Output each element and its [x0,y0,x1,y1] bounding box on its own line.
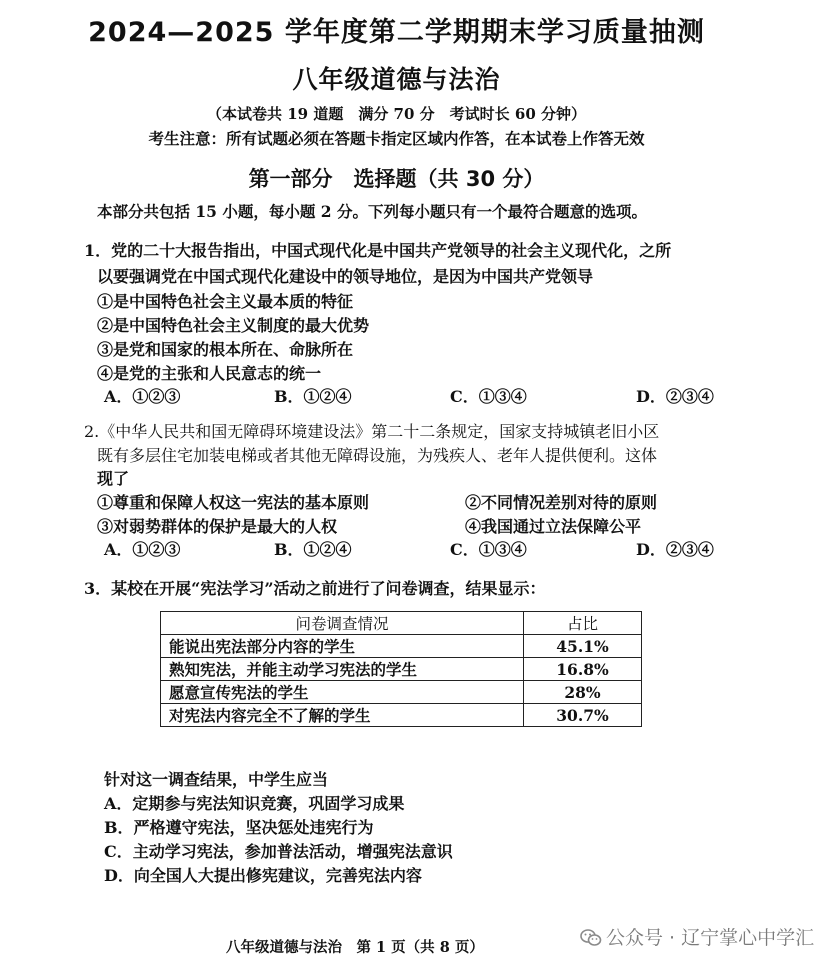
survey-table [160,611,642,727]
q1-option-a: A．①②③ [104,387,181,406]
table-header-cell: 占比 [524,612,642,635]
table-header-cell: 问卷调查情况 [161,612,524,635]
candidate-notice: 考生注意：所有试题必须在答题卡指定区域内作答，在本试卷上作答无效 [148,129,645,148]
q1-statement-3: ③是党和国家的根本所在、命脉所在 [97,340,354,359]
table-row [161,635,642,658]
table-row [161,704,642,727]
q1-stem-line-1: 1．党的二十大报告指出，中国式现代化是中国共产党领导的社会主义现代化，之所 [84,241,672,260]
table-cell: 30.7% [524,704,642,727]
table-row [161,658,642,681]
q1-option-d: D．②③④ [636,387,714,406]
table-cell: 能说出宪法部分内容的学生 [161,635,524,658]
q2-option-d: D．②③④ [636,540,714,559]
q2-statement-3: ③对弱势群体的保护是最大的人权 [97,517,338,536]
q2-stem-line-2: 既有多层住宅加装电梯或者其他无障碍设施，为残疾人、老年人提供便利。这体 [97,446,658,465]
table-cell: 熟知宪法，并能主动学习宪法的学生 [161,658,524,681]
q2-statement-4: ④我国通过立法保障公平 [465,517,642,536]
wechat-icon [580,929,602,947]
q2-statement-1: ①尊重和保障人权这一宪法的基本原则 [97,493,370,512]
q1-statement-4: ④是党的主张和人民意志的统一 [97,364,322,383]
q1-option-c: C．①③④ [450,387,527,406]
page-footer: 八年级道德与法治 第 1 页（共 8 页） [226,939,484,956]
q3-option-a: A．定期参与宪法知识竞赛，巩固学习成果 [104,794,405,813]
table-cell: 28% [524,681,642,704]
q3-option-b: B．严格遵守宪法，坚决惩处违宪行为 [104,818,374,837]
q2-stem-line-1: 2.《中华人民共和国无障碍环境建设法》第二十二条规定，国家支持城镇老旧小区 [84,422,660,441]
section-intro: 本部分共包括 15 小题，每小题 2 分。下列每小题只有一个最符合题意的选项。 [97,202,647,221]
table-cell: 45.1% [524,635,642,658]
table-row [161,681,642,704]
q3-option-c: C．主动学习宪法，参加普法活动，增强宪法意识 [104,842,453,861]
q2-option-c: C．①③④ [450,540,527,559]
watermark-text: 公众号 · 辽宁掌心中学汇 [606,927,814,949]
q2-option-b: B．①②④ [274,540,352,559]
section-heading: 第一部分 选择题（共 30 分） [248,167,545,191]
table-cell: 16.8% [524,658,642,681]
q1-statement-1: ①是中国特色社会主义最本质的特征 [97,292,354,311]
q3-stem-line-1: 3．某校在开展“宪法学习”活动之前进行了问卷调查，结果显示： [84,579,546,598]
table-cell: 愿意宣传宪法的学生 [161,681,524,704]
q3-stem-line-2: 针对这一调查结果，中学生应当 [104,770,329,789]
q1-statement-2: ②是中国特色社会主义制度的最大优势 [97,316,370,335]
q3-option-d: D．向全国人大提出修宪建议，完善宪法内容 [104,866,422,885]
q2-statement-2: ②不同情况差别对待的原则 [465,493,658,512]
q2-stem-line-3: 现了 [97,469,130,488]
subject-title: 八年级道德与法治 [292,65,501,94]
exam-title: 2024—2025 学年度第二学期期末学习质量抽测 [88,17,705,48]
exam-info: （本试卷共 19 道题 满分 70 分 考试时长 60 分钟） [207,105,586,123]
watermark [580,923,814,950]
table-cell: 对宪法内容完全不了解的学生 [161,704,524,727]
q1-option-b: B．①②④ [274,387,352,406]
table-header-row [161,612,642,635]
q1-stem-line-2: 以要强调党在中国式现代化建设中的领导地位，是因为中国共产党领导 [97,267,594,286]
q2-option-a: A．①②③ [104,540,181,559]
